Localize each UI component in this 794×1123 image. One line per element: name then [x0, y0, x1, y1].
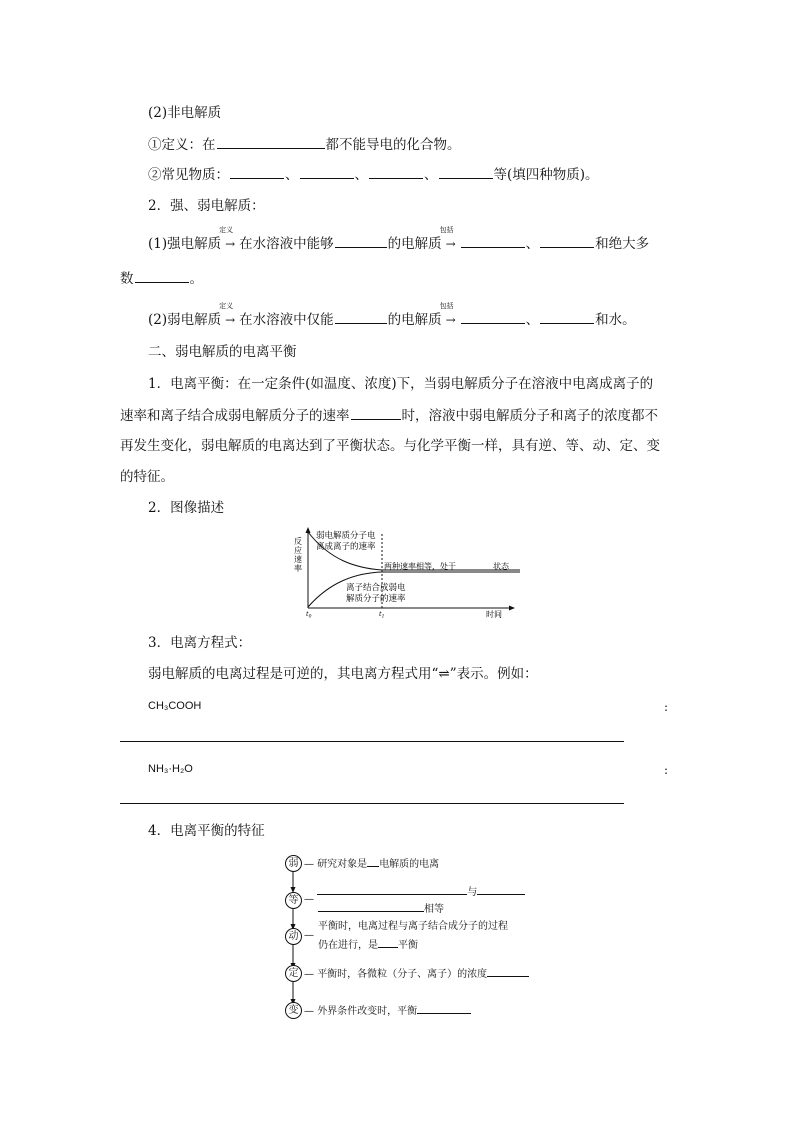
upper-curve-label: 离成离子的速率: [316, 542, 376, 552]
t0-tick-label: $t_0$: [306, 610, 312, 620]
feature-weak-node: 弱: [285, 855, 302, 872]
equilibrium-line1: 1．电离平衡：在一定条件(如温度、浓度)下，当弱电解质分子在溶液中电离成离子的: [148, 376, 654, 392]
feature-equal-dash: —: [304, 894, 314, 905]
feature-fixed-text: — 平衡时，各微粒（分子、离子）的浓度: [304, 966, 529, 981]
electrolyte-text: 的电解质: [387, 312, 442, 328]
equilibrium-line2-pre: 速率和离子结合成弱电解质分子的速率: [120, 408, 350, 424]
feature-change-blank[interactable]: [417, 1003, 471, 1014]
weak-blank-1[interactable]: [335, 310, 387, 324]
equilibrium-line4: 的特征。: [120, 469, 174, 485]
ylabel-char: 应: [294, 546, 302, 555]
common-substances-line: [148, 165, 599, 184]
arrow-label-definition: 定义: [219, 226, 234, 234]
weak-electrolyte-line: [148, 302, 636, 329]
example-acetic-acid: CH₃COOH: [148, 700, 202, 712]
lower-curve-label: 离子结合成弱电: [346, 583, 406, 593]
feature-equal-line1: 与: [304, 884, 525, 899]
feature-dynamic-blank[interactable]: [378, 937, 398, 948]
example-ammonia-water: NH₃·H₂O: [148, 763, 193, 775]
features-heading: 4．电离平衡的特征: [148, 823, 265, 839]
feature-dynamic-line2: 仍在进行，是 平衡: [318, 937, 418, 952]
substance-blank-2[interactable]: [300, 165, 354, 179]
common-suffix: 等(填四种物质)。: [493, 167, 599, 183]
ylabel-char: 率: [294, 564, 302, 573]
feature-equal-blank-3[interactable]: [318, 901, 424, 912]
strong-tail: 和绝大多: [595, 236, 650, 252]
separator: 、: [525, 236, 540, 252]
equilibrium-line2: [120, 406, 658, 425]
weak-tail: 和水。: [595, 312, 636, 328]
strong-prefix: (1)强电解质: [148, 236, 222, 252]
feature-dynamic-node: 动: [285, 928, 302, 945]
definition-suffix: 都不能导电的化合物。: [325, 137, 461, 153]
equal-rate-state: 状态: [493, 562, 509, 571]
feature-fixed-node: 定: [285, 965, 302, 982]
feature-dynamic-dash: —: [304, 930, 314, 941]
answer-line-2[interactable]: [120, 803, 624, 804]
strong-weak-heading: 2．强、弱电解质：: [148, 198, 265, 214]
x-axis-arrow-icon: [509, 606, 515, 611]
arrow-icon: →: [445, 313, 456, 327]
equation-description: 弱电解质的电离过程是可逆的，其电离方程式用“⇌”表示。例如：: [148, 666, 538, 682]
strong-blank-1[interactable]: [335, 234, 387, 248]
arrow-label-include: 包括: [439, 302, 454, 310]
electrolyte-text: 的电解质: [387, 236, 442, 252]
substance-blank-3[interactable]: [369, 165, 423, 179]
equilibrium-line3: 再发生变化，弱电解质的电离达到了平衡状态。与化学平衡一样，具有逆、等、动、定、变: [120, 438, 660, 454]
definition-arrow: [219, 226, 239, 253]
equal-rate-label: 两种速率相等，处于: [384, 562, 456, 571]
equation-heading: 3．电离方程式：: [148, 635, 252, 651]
recombination-rate-curve: [308, 572, 520, 607]
feature-weak-text: — 研究对象是 电解质的电离: [304, 856, 439, 871]
example-colon: :: [664, 763, 669, 777]
separator: 、: [285, 167, 299, 183]
t1-tick-label: $t_1$: [379, 610, 385, 620]
weak-prefix: (2)弱电解质: [148, 312, 222, 328]
strong-blank-3[interactable]: [540, 234, 594, 248]
strong-electrolyte-line: [148, 226, 650, 253]
include-arrow: [439, 302, 460, 329]
weak-blank-3[interactable]: [540, 310, 594, 324]
example-colon: :: [664, 700, 669, 714]
period: 。: [189, 271, 203, 287]
ylabel-char: 反: [294, 537, 302, 546]
arrow-label-include: 包括: [439, 226, 454, 234]
include-arrow: [439, 226, 460, 253]
weak-blank-2[interactable]: [461, 310, 525, 324]
upper-curve-label: 弱电解质分子电: [316, 531, 376, 541]
arrow-icon: →: [225, 237, 236, 251]
rate-time-diagram: [290, 526, 520, 622]
feature-equal-blank-2[interactable]: [477, 884, 525, 895]
strong-blank-2[interactable]: [461, 234, 525, 248]
feature-equal-line2: 相等: [318, 901, 444, 916]
separator: 、: [424, 167, 438, 183]
equilibrium-blank[interactable]: [351, 406, 401, 420]
weak-mid: 在水溶液中仅能: [239, 312, 334, 328]
arrow-label-definition: 定义: [219, 302, 234, 310]
definition-blank[interactable]: [217, 135, 325, 149]
strong-line2: [120, 269, 203, 288]
strong-blank-4[interactable]: [135, 269, 189, 283]
answer-line-1[interactable]: [120, 741, 624, 742]
separator: 、: [525, 312, 540, 328]
arrow-icon: →: [225, 313, 236, 327]
separator: 、: [354, 167, 368, 183]
arrow-icon: →: [445, 237, 456, 251]
strong-line2-text: 数: [120, 271, 134, 287]
nonelectrolyte-heading: (2)非电解质: [148, 105, 222, 121]
substance-blank-4[interactable]: [439, 165, 493, 179]
feature-weak-blank[interactable]: [367, 856, 379, 867]
strong-mid: 在水溶液中能够: [239, 236, 334, 252]
definition-prefix: ①定义：在: [148, 137, 216, 153]
definition-line: [148, 135, 461, 154]
feature-change-text: — 外界条件改变时，平衡: [304, 1003, 471, 1018]
common-prefix: ②常见物质：: [148, 167, 229, 183]
graph-heading: 2．图像描述: [148, 500, 225, 516]
substance-blank-1[interactable]: [230, 165, 284, 179]
definition-arrow: [219, 302, 239, 329]
feature-equal-blank-1[interactable]: [317, 884, 467, 895]
feature-equal-node: 等: [285, 892, 302, 909]
lower-curve-label: 解质分子的速率: [346, 594, 406, 604]
section2-heading: 二、弱电解质的电离平衡: [148, 344, 297, 360]
equilibrium-line2-post: 时，溶液中弱电解质分子和离子的浓度都不: [401, 408, 658, 424]
x-axis-label: 时间: [486, 610, 502, 619]
feature-dynamic-line1: 平衡时，电离过程与离子结合成分子的过程: [318, 921, 508, 932]
feature-fixed-blank[interactable]: [487, 966, 529, 977]
feature-change-node: 变: [285, 1002, 302, 1019]
ylabel-char: 速: [294, 555, 302, 564]
